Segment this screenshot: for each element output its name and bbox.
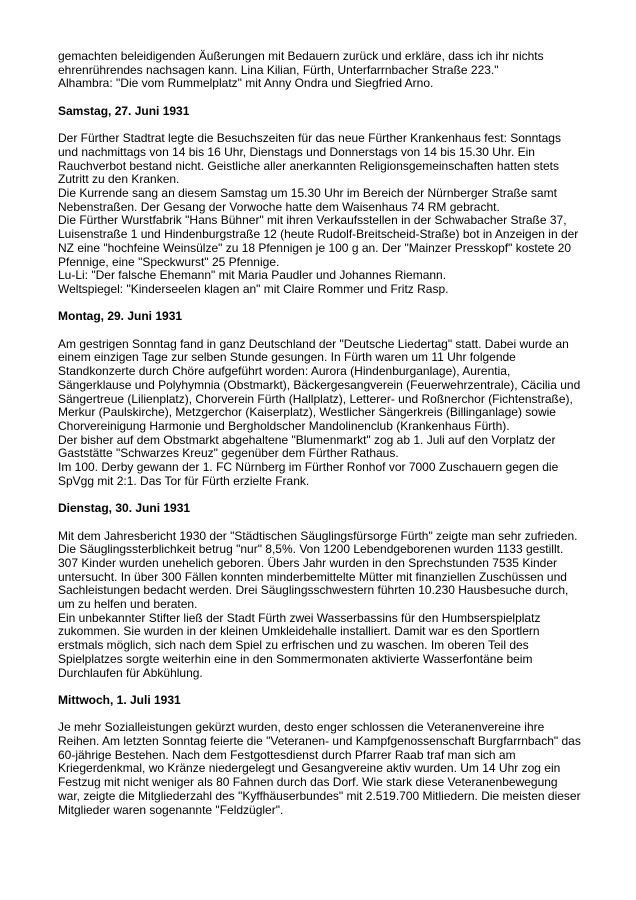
- text-line: Der Fürther Stadtrat legte die Besuchszeiten für das neue Fürther Krankenhaus fest: Sonntags: [58, 131, 561, 146]
- text-line: erstmals möglich, sich nach dem Spiel zu erfrischen und zu waschen. Im oberen Teil des: [58, 638, 529, 653]
- text-line: zukommen. Sie wurden in der kleinen Umkleidehalle installiert. Damit war es den Sportlern: [58, 624, 540, 639]
- text-line: 307 Kinder wurden unehelich geboren. Übers Jahr wurden in den Sprechstunden 7535 Kinder: [58, 555, 558, 570]
- text-line: Alhambra: "Die vom Rummelplatz" mit Anny Ondra und Siegfried Arno.: [58, 76, 434, 91]
- text-line: Festzug mit nicht weniger als 80 Fahnen durch das Dorf. Wie stark diese Veteranenbewegung: [58, 775, 558, 790]
- text-line: Standkonzerte durch Chöre aufgeführt worden: Aurora (Hindenburganlage), Aurentia,: [58, 364, 511, 379]
- text-line: Sängertreue (Lilienplatz), Chorverein Fürth (Hallplatz), Letterer- und Roßnerchor (Fichtenstraße),: [58, 391, 573, 406]
- text-line: NZ eine "hochfeine Weinsülze" zu 18 Pfennigen je 100 g an. Der "Mainzer Presskopf" kostete 20: [58, 240, 572, 255]
- text-line: Die Säuglingssterblichkeit betrug "nur" 8,5%. Von 1200 Lebendgeborenen wurden 1133 gestillt.: [58, 542, 564, 557]
- text-line: war, zeigte die Mitgliederzahl des "Kyffhäuserbundes" mit 2.519.700 Mitliedern. Die meisten dieser: [58, 788, 581, 803]
- text-line: Gaststätte "Schwarzes Kreuz" gegenüber dem Fürther Rathaus.: [58, 446, 399, 461]
- date-heading: Montag, 29. Juni 1931: [58, 309, 183, 324]
- text-line: Pfennige, eine "Speckwurst" 25 Pfennige.: [58, 254, 280, 269]
- text-line: Spielplatzes sorgte weiterhin eine in den Sommermonaten aktivierte Wasserfontäne beim: [58, 651, 533, 666]
- date-heading: Samstag, 27. Juni 1931: [58, 103, 190, 118]
- text-line: Die Kurrende sang an diesem Samstag um 15.30 Uhr im Bereich der Nürnberger Straße samt: [58, 186, 557, 200]
- text-line: 60-jährige Bestehen. Nach dem Festgottesdienst durch Pfarrer Raab traf man sich am: [58, 747, 516, 762]
- text-line: Lu-Li: "Der falsche Ehemann" mit Maria Paudler und Johannes Riemann.: [58, 268, 447, 283]
- text-line: Je mehr Sozialleistungen gekürzt wurden, desto enger schlossen die Veteranenvereine ihre: [58, 720, 545, 735]
- text-line: Die Fürther Wurstfabrik "Hans Bühner" mit ihren Verkaufsstellen in der Schwabacher Straße 37,: [58, 213, 567, 228]
- text-line: Mitglieder waren sogenannte "Feldzügler".: [58, 802, 284, 817]
- text-line: und nachmittags von 14 bis 16 Uhr, Dienstags und Donnerstags von 14 bis 15.30 Uhr. Ein: [58, 144, 535, 159]
- text-line: um zu helfen und beraten.: [58, 597, 198, 612]
- text-line: gemachten beleidigenden Äußerungen mit Bedauern zurück und erkläre, dass ich ihr nichts: [58, 49, 544, 63]
- text-line: einem einzigen Tage zur selben Stunde gesungen. In Fürth waren um 11 Uhr folgende: [58, 350, 516, 365]
- date-heading: Mittwoch, 1. Juli 1931: [58, 692, 181, 707]
- date-heading: Dienstag, 30. Juni 1931: [58, 501, 191, 516]
- text-line: Weltspiegel: "Kinderseelen klagen an" mit Claire Rommer und Fritz Rasp.: [58, 281, 449, 296]
- text-line: Chorvereinigung Harmonie und Bergholdscher Mandolinenclub (Krankenhaus Fürth).: [58, 418, 510, 433]
- text-line: Der bisher auf dem Obstmarkt abgehaltene "Blumenmarkt" zog ab 1. Juli auf den Vorplatz der: [58, 432, 556, 447]
- text-line: ehrenrührendes nachsagen kann. Lina Kilian, Fürth, Unterfarrnbacher Straße 223.": [58, 62, 499, 77]
- paragraph: [58, 132, 596, 296]
- paragraph: [58, 338, 596, 489]
- text-line: Nebenstraßen. Der Gesang der Vorwoche hatte dem Waisenhaus 74 RM gebracht.: [58, 199, 500, 214]
- text-line: untersucht. In über 300 Fällen konnten minderbemittelte Mütter mit finanziellen Zuschüssen und: [58, 569, 567, 584]
- text-line: Im 100. Derby gewann der 1. FC Nürnberg im Fürther Ronhof vor 7000 Zuschauern gegen die: [58, 460, 559, 475]
- text-line: Luisenstraße 1 und Hindenburgstraße 12 (heute Rudolf-Breitscheid-Straße) bot in Anzeigen in der: [58, 227, 579, 242]
- text-line: Am gestrigen Sonntag fand in ganz Deutschland der "Deutsche Liedertag" statt. Dabei wurde an: [58, 336, 569, 351]
- text-line: Reihen. Am letzten Sonntag feierte die "Veteranen- und Kampfgenossenschaft Burgfarrnbach" das: [58, 734, 581, 749]
- text-line: Zutritt zu den Kranken.: [58, 172, 180, 187]
- text-line: Sachleistungen bedacht werden. Drei Säuglingsschwestern führten 10.230 Hausbesuche durch,: [58, 583, 569, 598]
- paragraph: [58, 50, 596, 91]
- text-line: Durchlaufen für Abkühlung.: [58, 665, 203, 680]
- text-line: Rauchverbot bestand nicht. Geistliche aller anerkannten Religionsgemeinschaften hatten stets: [58, 158, 559, 173]
- paragraph: [58, 721, 596, 817]
- text-line: Kriegerdenkmal, wo Kränze niedergelegt und Gesangvereine aktiv wurden. Um 14 Uhr zog ein: [58, 761, 561, 776]
- text-line: Mit dem Jahresbericht 1930 der "Städtischen Säuglingsfürsorge Fürth" zeigte man sehr zufrieden.: [58, 528, 578, 543]
- text-line: Merkur (Paulskirche), Metzgerchor (Kaiserplatz), Westlicher Sängerkreis (Billinganlage) sowie: [58, 405, 556, 420]
- text-line: SpVgg mit 2:1. Das Tor für Fürth erzielte Frank.: [58, 473, 310, 488]
- text-line: Ein unbekannter Stifter ließ der Stadt Fürth zwei Wasserbassins für den Humbserspielplatz: [58, 610, 541, 625]
- text-line: Sängerklause und Polyhymnia (Obstmarkt), Bäckergesangverein (Feuerwehrzentrale), Cäcilia und: [58, 377, 581, 392]
- paragraph: [58, 530, 596, 681]
